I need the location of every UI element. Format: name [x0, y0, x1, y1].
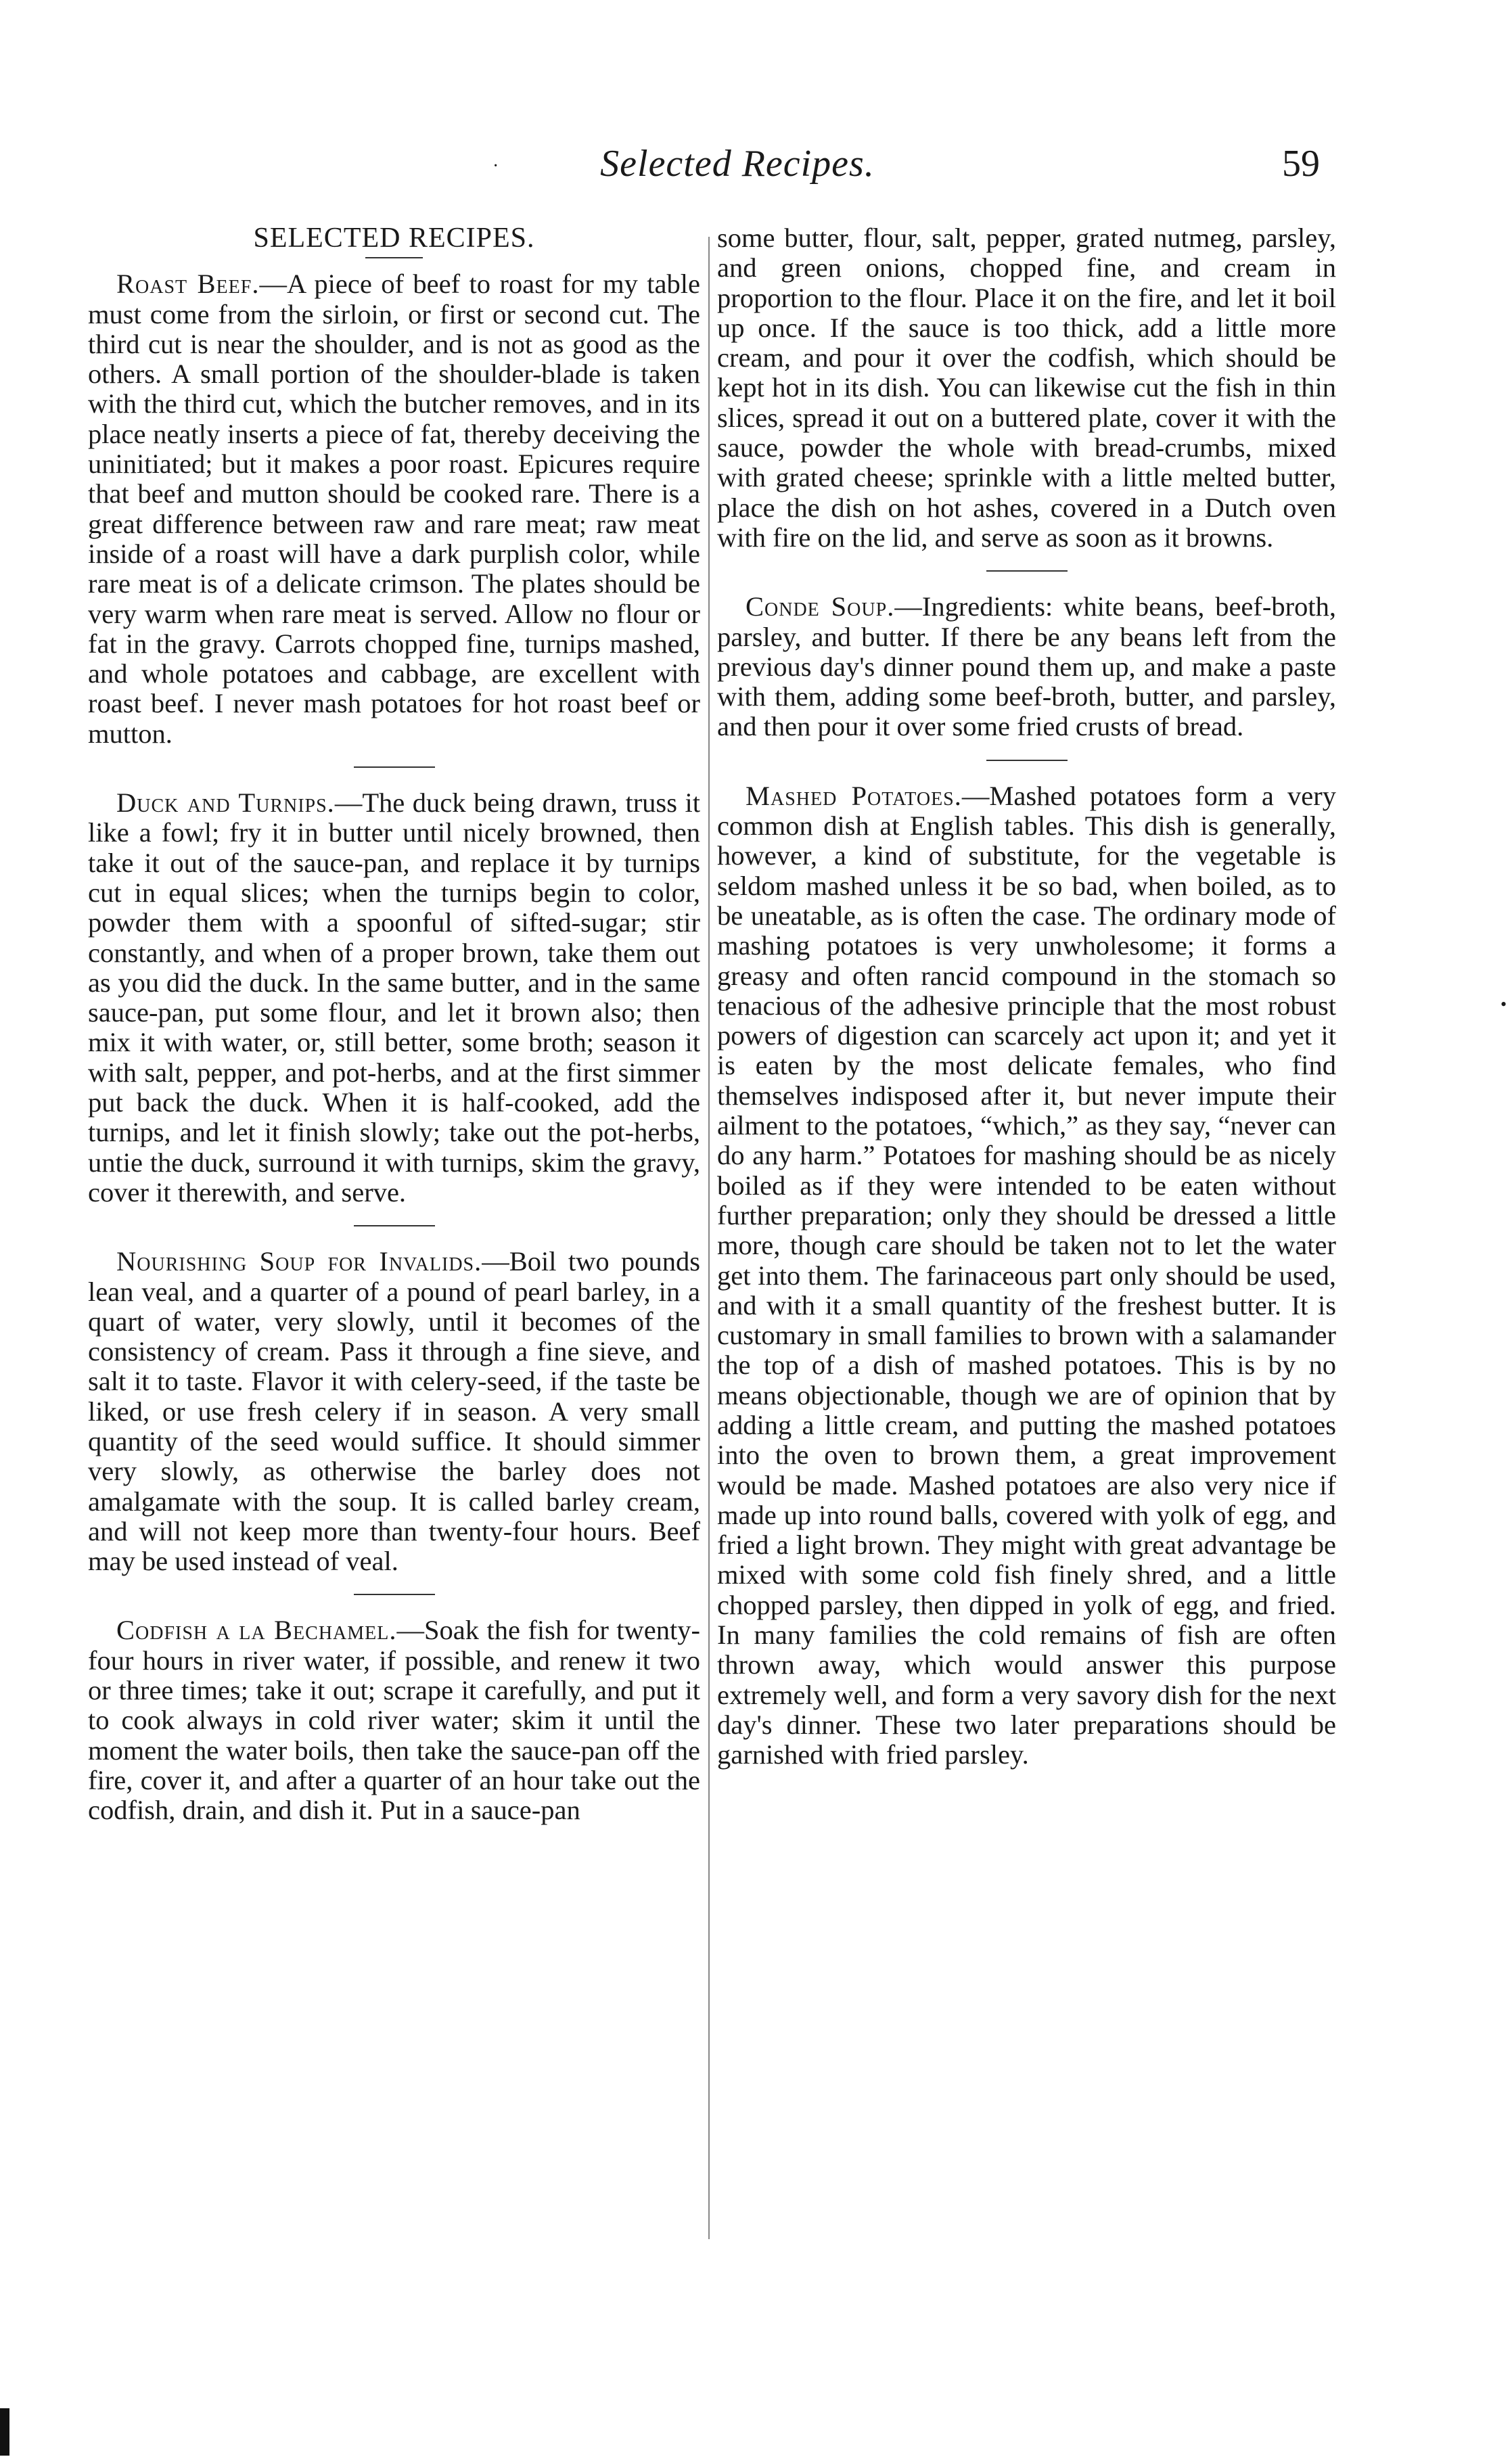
section-rule [354, 766, 435, 768]
recipe-title: Roast Beef. [116, 269, 260, 300]
recipe-text: —Mashed potatoes form a very common dish at English tables. This dish is generally, however, a kind of substitute, for the vegetable is seldom mashed unless it be so bad, when boiled, as to be uneatable, as is often the case. The ordinary mode of mashing potatoes is very unwholesome; it forms a greasy and often rancid compound in the stomach so tenacious of the adhesive principle that the most robust powers of digestion can scarcely act upon it; and yet it is eaten by the most delicate females, who find themselves indisposed after it, but never impute their ailment to the potatoes, “which,” as they say, “never can do any harm.” Potatoes for mashing should be as nicely boiled as if they were intended to be eaten without further preparation; only they should be dressed a little more, though care should be taken not to let the water get into them. The farinaceous part only should be used, and with it a small quantity of the freshest butter. It is customary in small families to brown with a salamander the top of a dish of mashed potatoes. This is by no means objectionable, though we are of opinion that by adding a little cream, and putting the mashed potatoes into the oven to brown them, a great improvement would be made. Mashed potatoes are also very nice if made up into round balls, covered with yolk of egg, and fried a light brown. They might with great advantage be mixed with some cold fish finely shred, and a little chopped parsley, then dipped in yolk of egg, and fried. In many families the cold remains of fish are often thrown away, which would answer this purpose extremely well, and form a very savory dish for the next day's dinner. These two later preparations should be garnished with fried parsley. [717, 780, 1336, 1770]
section-rule [354, 1594, 435, 1595]
recipe-title: Codfish a la Bechamel. [116, 1615, 397, 1646]
left-column [88, 223, 700, 1826]
recipe-text: —Boil two pounds lean veal, and a quarter of a pound of pearl barley, in a quart of water, very slowly, until it becomes of the consistency of cream. Pass it through a fine sieve, and salt it to taste. Flavor it with celery-seed, if the taste be liked, or use fresh celery if in season. A very small quantity of the seed would suffice. It should simmer very slowly, as otherwise the barley does not amalgamate with the soup. It is called barley cream, and will not keep more than twenty-four hours. Beef may be used instead of veal. [88, 1246, 701, 1577]
recipe-roast-beef [88, 269, 700, 749]
heading-rule [365, 257, 423, 258]
header-dot: · [492, 156, 499, 177]
recipe-text: —A piece of beef to roast for my table must come from the sirloin, or first or second cut. The third cut is near the shoulder, and is not as good as the others. A small portion of the shoulder-blade is taken with the third cut, which the butcher removes, and in its place neatly inserts a piece of fat, thereby deceiving the uninitiated; but it makes a poor roast. Epicures require that beef and mutton should be cooked rare. There is a great difference between raw and rare meat; raw meat inside of a roast will have a dark purplish color, while rare meat is of a delicate crimson. The plates should be very warm when rare meat is served. Allow no flour or fat in the gravy. Carrots chopped fine, turnips mashed, and whole potatoes and cabbage, are excellent with roast beef. I never mash potatoes for hot roast beef or mutton. [88, 269, 700, 749]
recipe-text: —Soak the fish for twenty-four hours in river water, if possible, and renew it two or three times; take it out; scrape it carefully, and put it to cook always in cold river water; skim it until the moment the water boils, then take the sauce-pan off the fire, cover it, and after a quarter of an hour take out the codfish, drain, and dish it. Put in a sauce-pan [88, 1615, 700, 1826]
section-rule [986, 570, 1068, 572]
recipe-text: —The duck being drawn, truss it like a fowl; fry it in butter until nicely browned, then take it out of the sauce-pan, and replace it by turnips cut in equal slices; when the turnips begin to color, powder them with a spoonful of sifted-sugar; stir constantly, and when of a proper brown, take them out as you did the duck. In the same butter, and in the same sauce-pan, put some flour, and let it brown also; then mix it with water, or, still better, some broth; season it with salt, pepper, and pot-herbs, and at the first simmer put back the duck. When it is half-cooked, add the turnips, and let it finish slowly; take out the pot-herbs, untie the duck, surround it with turnips, skim the gravy, cover it therewith, and serve. [88, 787, 700, 1208]
recipe-title: Nourishing Soup for Invalids. [116, 1246, 482, 1277]
margin-mark: • [1500, 994, 1507, 1014]
recipe-mashed-potatoes [717, 781, 1336, 1770]
page-edge-mark [0, 2408, 9, 2456]
recipe-nourishing-soup [88, 1247, 700, 1576]
column-divider [708, 237, 710, 2239]
running-head [0, 142, 1512, 196]
recipe-codfish-continuation: some butter, flour, salt, pepper, grated nutmeg, parsley, and green onions, chopped fine, and cream in proportion to the flour. Place it on the fire, and let it boil up once. If the sauce is too thick, add a little more cream, and pour it over the codfish, which should be kept hot in its dish. You can likewise cut the fish in thin slices, spread it out on a buttered plate, cover it with the sauce, powder the whole with bread-crumbs, mixed with grated cheese; sprinkle with a little melted butter, place the dish on hot ashes, covered in a Dutch oven with fire on the lid, and serve as soon as it browns. [717, 223, 1336, 553]
section-heading: SELECTED RECIPES. [253, 223, 535, 254]
recipe-conde-soup [717, 592, 1336, 741]
recipe-duck-and-turnips [88, 788, 700, 1208]
recipe-title: Mashed Potatoes. [746, 780, 962, 811]
recipe-title: Conde Soup. [746, 591, 895, 622]
page-number: 59 [1282, 143, 1320, 185]
recipe-codfish-bechamel [88, 1615, 700, 1825]
recipe-text: —Ingredients: white beans, beef-broth, parsley, and butter. If there be any beans left from the previous day's dinner pound them up, and make a paste with them, adding some beef-broth, butter, and parsley, and then pour it over some fried crusts of bread. [717, 591, 1336, 742]
right-column [717, 223, 1336, 1770]
section-rule [354, 1225, 435, 1226]
running-title: Selected Recipes. [600, 143, 875, 185]
section-rule [986, 760, 1068, 761]
recipe-title: Duck and Turnips. [116, 787, 335, 819]
